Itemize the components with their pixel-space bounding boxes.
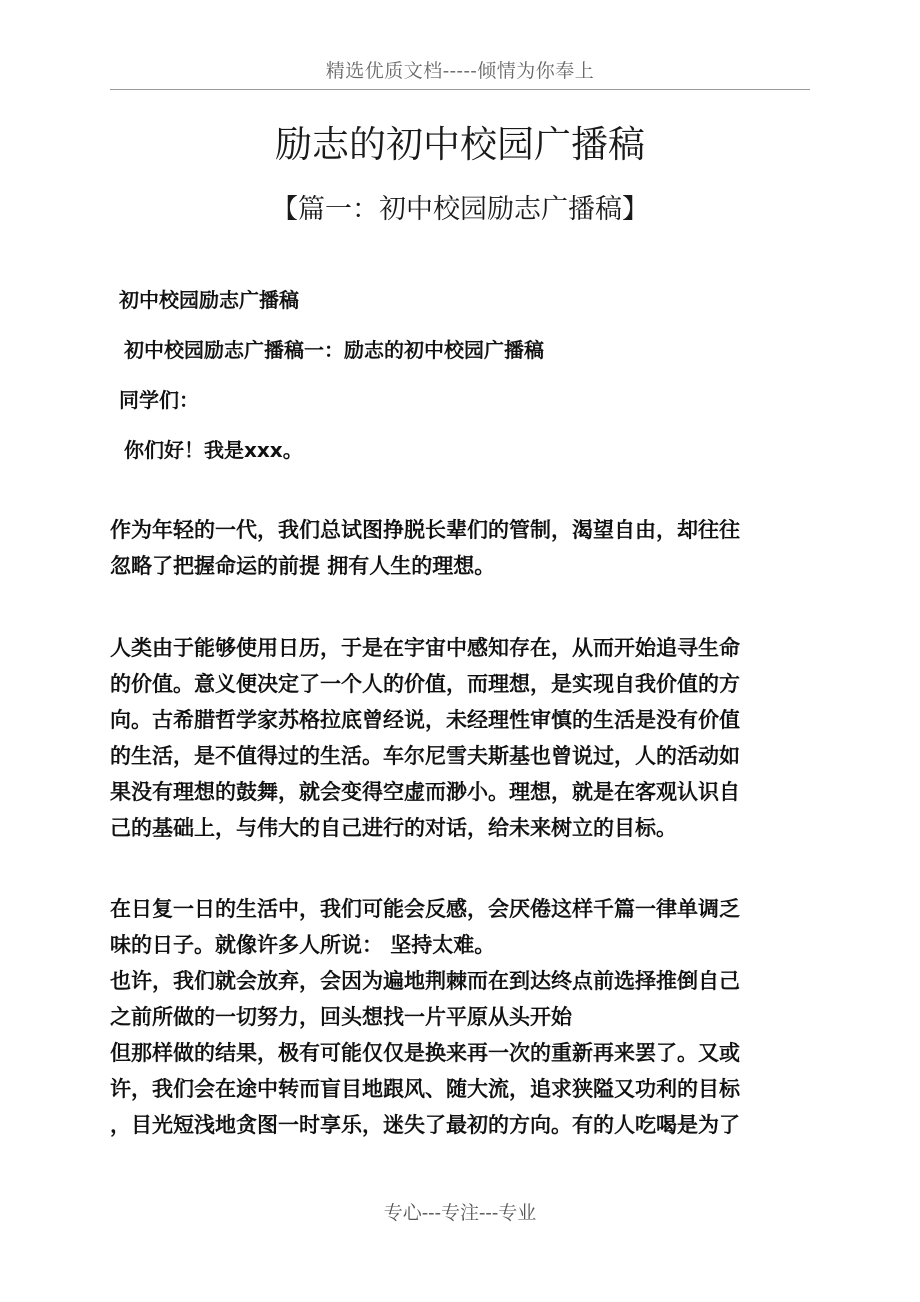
greeting: 你们好！我是xxx。: [124, 438, 303, 462]
paragraph-line: 味的日子。就像许多人所说： 坚持太难。: [110, 933, 496, 957]
document-title: 励志的初中校园广播稿: [275, 123, 645, 166]
intro-subheading: 初中校园励志广播稿一：励志的初中校园广播稿: [124, 338, 544, 362]
paragraph-line: 的价值。意义便决定了一个人的价值，而理想，是实现自我价值的方: [110, 672, 740, 696]
paragraph-line: 果没有理想的鼓舞，就会变得空虚而渺小。理想，就是在客观认识自: [110, 780, 740, 804]
paragraph-1: [110, 512, 810, 584]
paragraph-line: 之前所做的一切努力，回头想找一片平原从头开始: [110, 1005, 572, 1029]
paragraph-line: 己的基础上，与伟大的自己进行的对话，给未来树立的目标。: [110, 816, 677, 840]
paragraph-3: [110, 891, 810, 1143]
intro-heading: 初中校园励志广播稿: [119, 288, 299, 312]
paragraph-line: 忽略了把握命运的前提 拥有人生的理想。: [110, 554, 496, 578]
paragraph-line: 作为年轻的一代，我们总试图挣脱长辈们的管制，渴望自由，却往往: [110, 518, 740, 542]
paragraph-line: 的生活，是不值得过的生活。车尔尼雪夫斯基也曾说过，人的活动如: [110, 744, 740, 768]
page-header: 精选优质文档-----倾情为你奉上: [325, 60, 595, 82]
paragraph-2: [110, 630, 810, 846]
document-subtitle: 【篇一：初中校园励志广播稿】: [271, 194, 649, 225]
paragraph-line: ，目光短浅地贪图一时享乐，迷失了最初的方向。有的人吃喝是为了: [110, 1113, 740, 1137]
paragraph-line: 向。古希腊哲学家苏格拉底曾经说，未经理性审慎的生活是没有价值: [110, 708, 740, 732]
paragraph-line: 许，我们会在途中转而盲目地跟风、随大流，追求狭隘又功利的目标: [110, 1077, 740, 1101]
salutation: 同学们：: [119, 388, 199, 412]
header-divider: [110, 89, 810, 90]
paragraph-line: 但那样做的结果，极有可能仅仅是换来再一次的重新再来罢了。又或: [110, 1041, 740, 1065]
page-footer: 专心---专注---专业: [383, 1202, 537, 1224]
paragraph-line: 也许，我们就会放弃，会因为遍地荆棘而在到达终点前选择推倒自己: [110, 969, 740, 993]
paragraph-line: 在日复一日的生活中，我们可能会反感，会厌倦这样千篇一律单调乏: [110, 897, 740, 921]
paragraph-line: 人类由于能够使用日历，于是在宇宙中感知存在，从而开始追寻生命: [110, 636, 740, 660]
